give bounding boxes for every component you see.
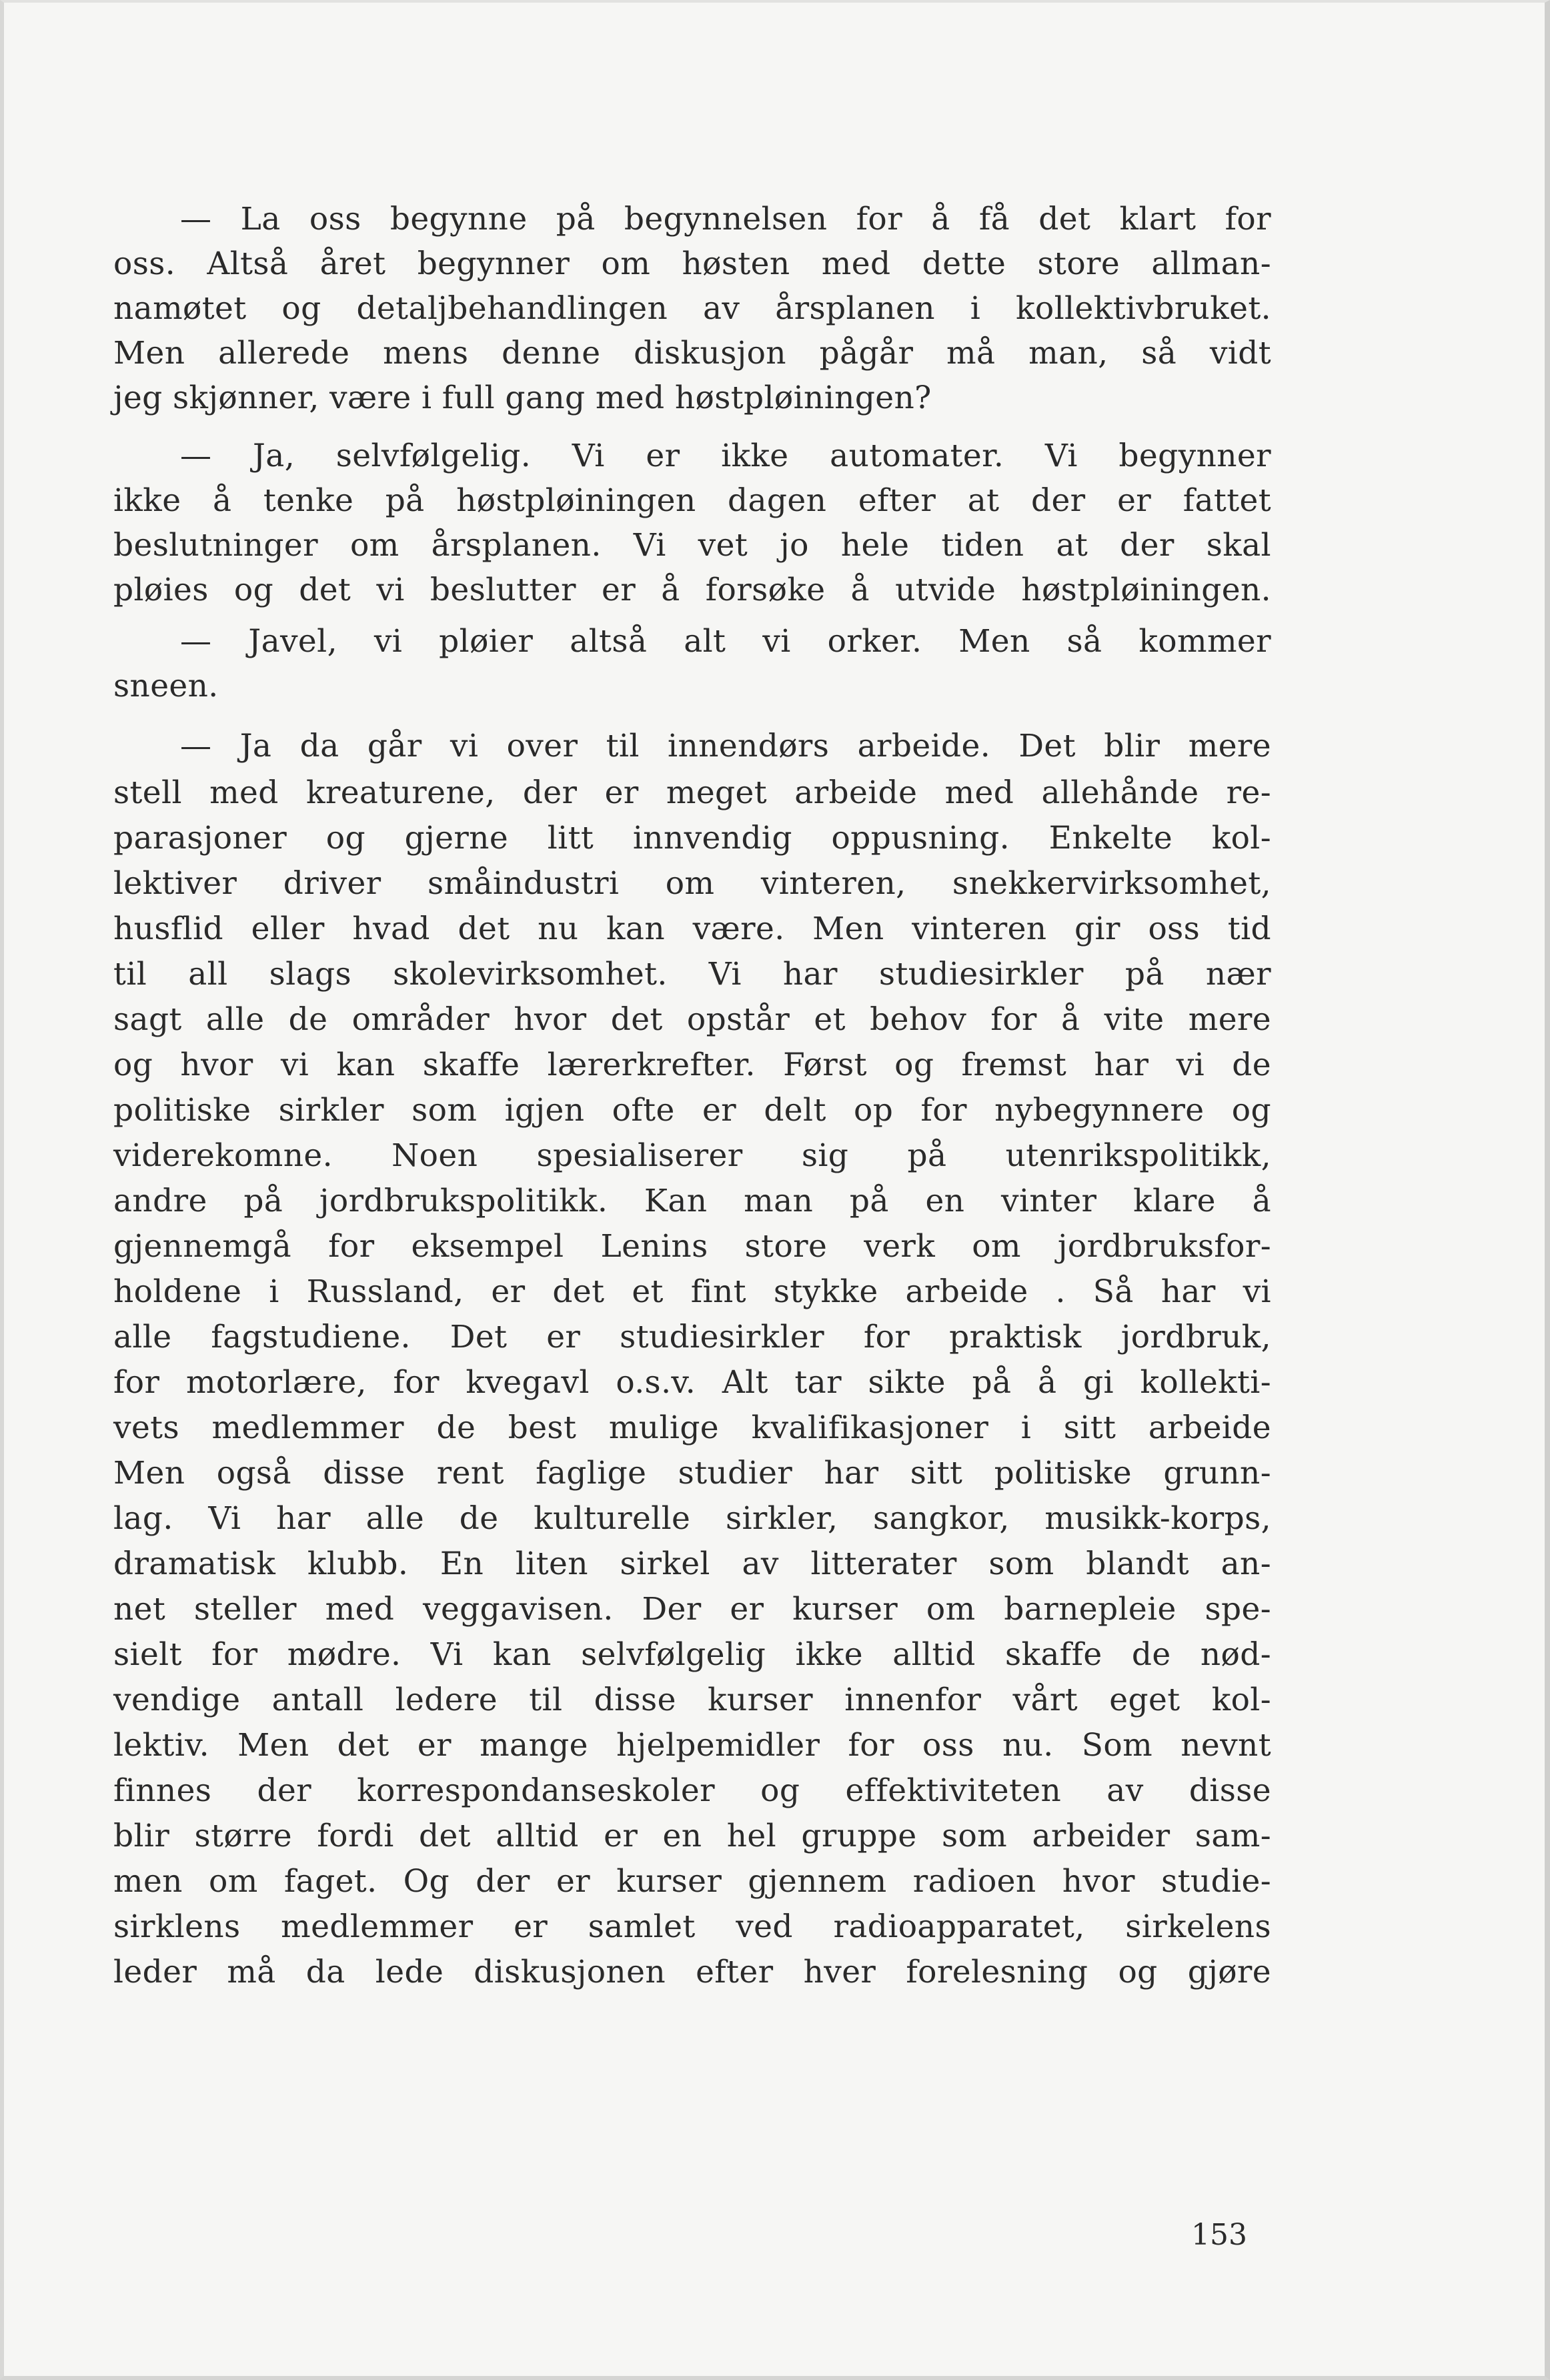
text-line: sirklens medlemmer er samlet ved radioapparatet, sirkelens (113, 1908, 1271, 1945)
text-line: pløies og det vi beslutter er å forsøke å utvide høstpløiningen. (113, 572, 1271, 608)
text-line: andre på jordbrukspolitikk. Kan man på en vinter klare å (113, 1183, 1271, 1219)
text-line: til all slags skolevirksomhet. Vi har studiesirkler på nær (113, 956, 1271, 993)
text-line: finnes der korrespondanseskoler og effektiviteten av disse (113, 1772, 1271, 1809)
text-line: viderekomne. Noen spesialiserer sig på utenrikspolitikk, (113, 1137, 1271, 1174)
text-line: vets medlemmer de best mulige kvalifikasjoner i sitt arbeide (113, 1409, 1271, 1446)
text-line: politiske sirkler som igjen ofte er delt op for nybegynnere og (113, 1092, 1271, 1129)
text-line: for motorlære, for kvegavl o.s.v. Alt tar sikte på å gi kollekti- (113, 1364, 1271, 1401)
text-line: net steller med veggavisen. Der er kurser om barnepleie spe- (113, 1591, 1271, 1628)
text-line: lektiver driver småindustri om vinteren, snekkervirksomhet, (113, 865, 1271, 902)
text-line: oss. Altså året begynner om høsten med dette store allman- (113, 245, 1271, 282)
text-line: holdene i Russland, er det et fint stykke arbeide . Så har vi (113, 1273, 1271, 1310)
text-line: leder må da lede diskusjonen efter hver forelesning og gjøre (113, 1954, 1271, 1990)
text-line: — Javel, vi pløier altså alt vi orker. Men så kommer (180, 623, 1271, 660)
text-line: blir større fordi det alltid er en hel gruppe som arbeider sam- (113, 1818, 1271, 1854)
text-line: men om faget. Og der er kurser gjennem radioen hvor studie- (113, 1863, 1271, 1900)
text-line: jeg skjønner, være i full gang med høstpløiningen? (113, 380, 932, 416)
text-line: alle fagstudiene. Det er studiesirkler for praktisk jordbruk, (113, 1319, 1271, 1355)
text-line: ikke å tenke på høstpløiningen dagen efter at der er fattet (113, 482, 1271, 519)
text-line: parasjoner og gjerne litt innvendig oppusning. Enkelte kol- (113, 820, 1271, 856)
text-line: vendige antall ledere til disse kurser innenfor vårt eget kol- (113, 1682, 1271, 1718)
text-line: — Ja, selvfølgelig. Vi er ikke automater. Vi begynner (180, 438, 1271, 474)
page-number: 153 (1191, 2218, 1247, 2252)
text-line: gjennemgå for eksempel Lenins store verk om jordbruksfor- (113, 1228, 1271, 1265)
text-line: Men allerede mens denne diskusjon pågår må man, så vidt (113, 335, 1271, 372)
text-line: stell med kreaturene, der er meget arbeide med allehånde re- (113, 774, 1271, 811)
text-line: lektiv. Men det er mange hjelpemidler for oss nu. Som nevnt (113, 1727, 1271, 1764)
text-line: sagt alle de områder hvor det opstår et behov for å vite mere (113, 1001, 1271, 1038)
text-line: sneen. (113, 668, 219, 704)
text-line: beslutninger om årsplanen. Vi vet jo hele tiden at der skal (113, 527, 1271, 564)
text-line: namøtet og detaljbehandlingen av årsplanen i kollektivbruket. (113, 290, 1271, 327)
text-line: husflid eller hvad det nu kan være. Men vinteren gir oss tid (113, 911, 1271, 947)
text-line: dramatisk klubb. En liten sirkel av litterater som blandt an- (113, 1546, 1271, 1582)
text-line: og hvor vi kan skaffe lærerkrefter. Først og fremst har vi de (113, 1047, 1271, 1083)
text-line: sielt for mødre. Vi kan selvfølgelig ikke alltid skaffe de nød- (113, 1636, 1271, 1673)
text-line: lag. Vi har alle de kulturelle sirkler, sangkor, musikk-korps, (113, 1500, 1271, 1537)
text-line: — Ja da går vi over til innendørs arbeide. Det blir mere (180, 728, 1271, 764)
text-line: — La oss begynne på begynnelsen for å få det klart for (180, 201, 1271, 237)
text-line: Men også disse rent faglige studier har sitt politiske grunn- (113, 1455, 1271, 1492)
